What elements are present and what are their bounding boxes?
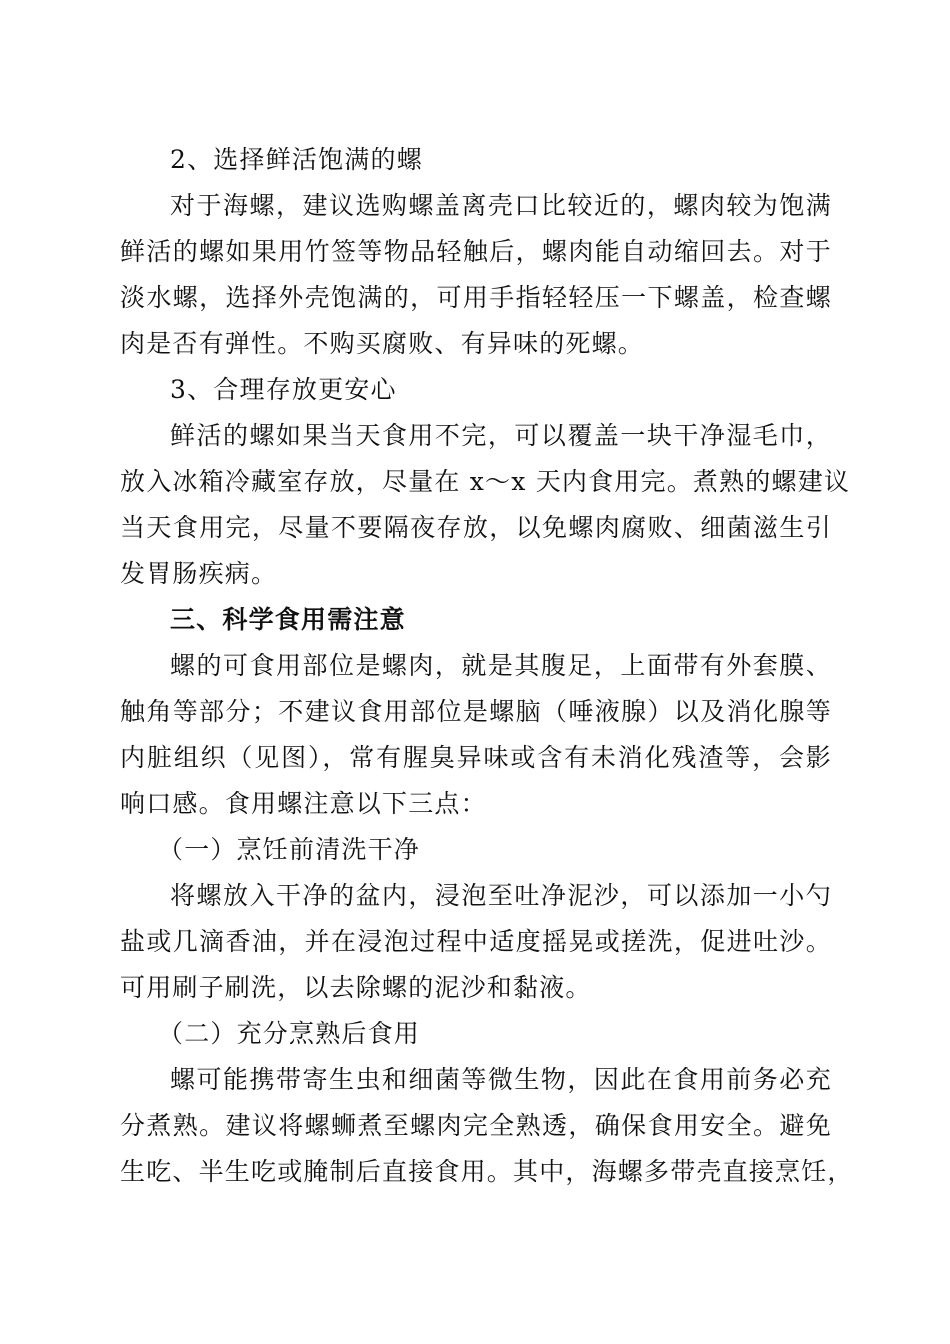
paragraph-line: 鲜活的螺如果当天食用不完，可以覆盖一块干净湿毛巾，	[170, 421, 832, 450]
paragraph-line: 当天食用完，尽量不要隔夜存放，以免螺肉腐败、细菌滋生引	[120, 513, 832, 542]
subheading-select-fresh: 2、选择鲜活饱满的螺	[170, 145, 423, 174]
paragraph-line: 生吃、半生吃或腌制后直接食用。其中，海螺多带壳直接烹饪，	[120, 1157, 854, 1186]
paragraph-line: 盐或几滴香油，并在浸泡过程中适度摇晃或搓洗，促进吐沙。	[120, 927, 832, 956]
subheading-clean-before-cooking: （一）烹饪前清洗干净	[158, 835, 421, 864]
paragraph-line: 放入冰箱冷藏室存放，尽量在 x～x 天内食用完。煮熟的螺建议	[120, 467, 851, 496]
paragraph-line: 发胃肠疾病。	[120, 559, 278, 588]
paragraph-line: 螺可能携带寄生虫和细菌等微生物，因此在食用前务必充	[170, 1065, 832, 1094]
paragraph-line: 分煮熟。建议将螺蛳煮至螺肉完全熟透，确保食用安全。避免	[120, 1111, 832, 1140]
paragraph-line: 可用刷子刷洗，以去除螺的泥沙和黏液。	[120, 973, 592, 1002]
paragraph-line: 螺的可食用部位是螺肉，就是其腹足，上面带有外套膜、	[170, 651, 832, 680]
paragraph-line: 触角等部分；不建议食用部位是螺脑（唾液腺）以及消化腺等	[120, 697, 832, 726]
paragraph-line: 内脏组织（见图），常有腥臭异味或含有未消化残渣等，会影	[120, 743, 832, 772]
subheading-storage: 3、合理存放更安心	[170, 375, 397, 404]
section-heading-three: 三、科学食用需注意	[170, 605, 406, 634]
paragraph-line: 鲜活的螺如果用竹签等物品轻触后，螺肉能自动缩回去。对于	[120, 237, 832, 266]
subheading-cook-thoroughly: （二）充分烹熟后食用	[158, 1019, 421, 1048]
paragraph-line: 淡水螺，选择外壳饱满的，可用手指轻轻压一下螺盖，检查螺	[120, 283, 832, 312]
paragraph-line: 肉是否有弹性。不购买腐败、有异味的死螺。	[120, 329, 645, 358]
paragraph-line: 将螺放入干净的盆内，浸泡至吐净泥沙，可以添加一小勺	[170, 881, 832, 910]
paragraph-line: 对于海螺，建议选购螺盖离壳口比较近的，螺肉较为饱满	[170, 191, 832, 220]
paragraph-line: 响口感。食用螺注意以下三点：	[120, 789, 487, 818]
